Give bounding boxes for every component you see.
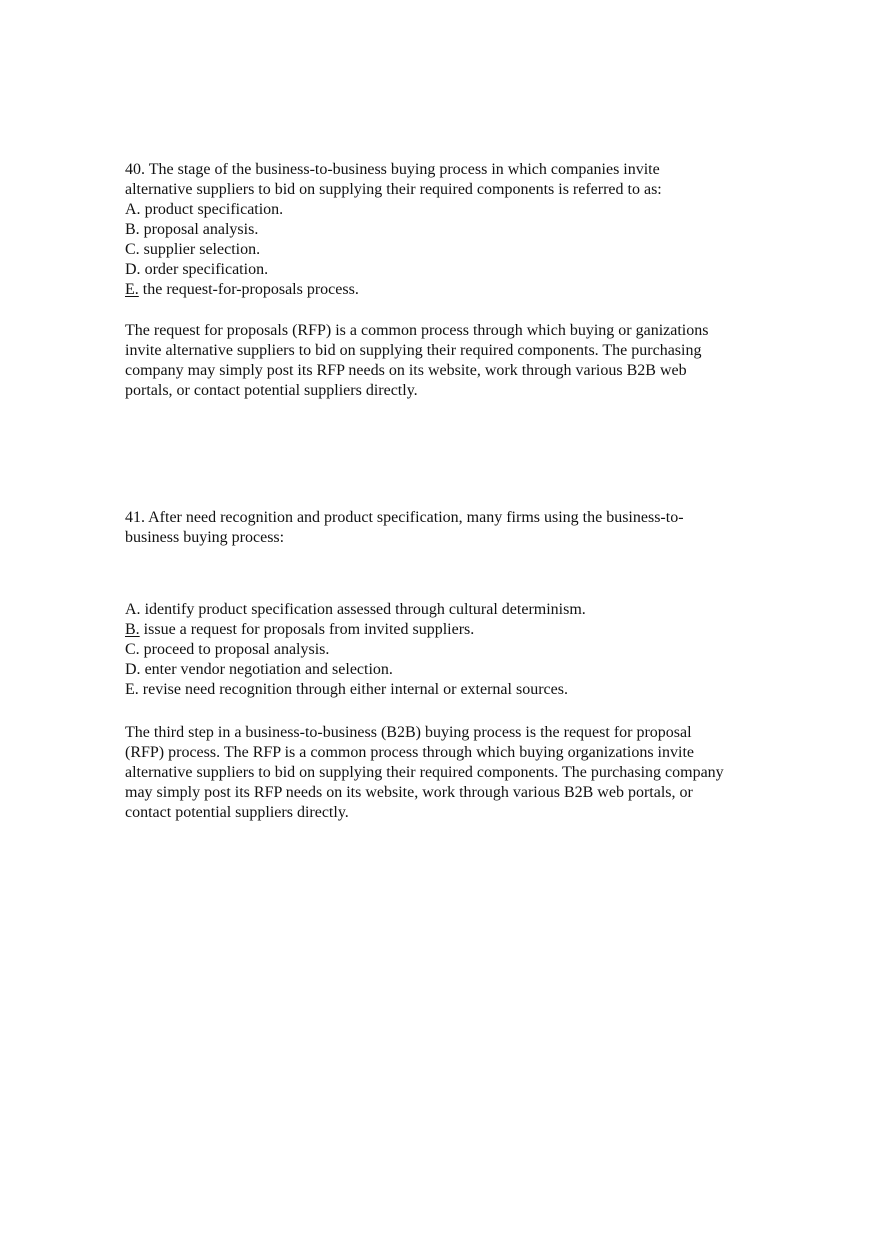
option-text: identify product specification assessed through cultural determinism. [140, 601, 586, 618]
option-letter: A. [125, 201, 141, 218]
option-text: the request-for-proposals process. [138, 281, 359, 298]
question-41-options [125, 600, 785, 700]
option-text: issue a request for proposals from invited suppliers. [139, 621, 475, 638]
option-letter: C. [125, 641, 140, 658]
correct-option-letter: B. [125, 621, 140, 638]
option-letter: D. [125, 661, 141, 678]
option-text: proceed to proposal analysis. [139, 641, 330, 658]
option-letter: D. [125, 261, 141, 278]
explanation-line: may simply post its RFP needs on its website, work through various B2B web portals, or [125, 784, 693, 801]
question-stem-line: 41. After need recognition and product specification, many firms using the business-to- [125, 509, 684, 526]
question-40-options [125, 200, 785, 300]
option-b-correct [125, 620, 785, 640]
question-41-explanation [125, 723, 785, 823]
option-letter: E. [125, 681, 139, 698]
explanation-line: The request for proposals (RFP) is a common process through which buying or ganizations [125, 322, 709, 339]
option-letter: C. [125, 241, 140, 258]
option-d [125, 660, 785, 680]
option-text: product specification. [140, 201, 284, 218]
option-letter: A. [125, 601, 141, 618]
question-stem-line: business buying process: [125, 529, 285, 546]
option-text: proposal analysis. [139, 221, 259, 238]
option-text: supplier selection. [139, 241, 261, 258]
explanation-line: company may simply post its RFP needs on its website, work through various B2B web [125, 362, 687, 379]
option-e-correct [125, 280, 785, 300]
question-stem-line: 40. The stage of the business-to-business buying process in which companies invite [125, 161, 660, 178]
option-d [125, 260, 785, 280]
explanation-line: invite alternative suppliers to bid on supplying their required components. The purchasing [125, 342, 702, 359]
option-e [125, 680, 785, 700]
option-b [125, 220, 785, 240]
explanation-line: The third step in a business-to-business (B2B) buying process is the request for proposal [125, 724, 692, 741]
option-c [125, 640, 785, 660]
option-text: enter vendor negotiation and selection. [140, 661, 393, 678]
question-41-stem [125, 508, 785, 548]
question-40-explanation [125, 321, 785, 401]
question-stem-line: alternative suppliers to bid on supplying their required components is referred to as: [125, 181, 662, 198]
option-text: revise need recognition through either internal or external sources. [138, 681, 568, 698]
explanation-line: alternative suppliers to bid on supplying their required components. The purchasing company [125, 764, 724, 781]
correct-option-letter: E. [125, 281, 139, 298]
option-letter: B. [125, 221, 140, 238]
explanation-line: contact potential suppliers directly. [125, 804, 349, 821]
explanation-line: portals, or contact potential suppliers directly. [125, 382, 418, 399]
question-40-stem [125, 160, 785, 200]
option-c [125, 240, 785, 260]
explanation-line: (RFP) process. The RFP is a common process through which buying organizations invite [125, 744, 694, 761]
option-text: order specification. [140, 261, 269, 278]
option-a [125, 600, 785, 620]
option-a [125, 200, 785, 220]
